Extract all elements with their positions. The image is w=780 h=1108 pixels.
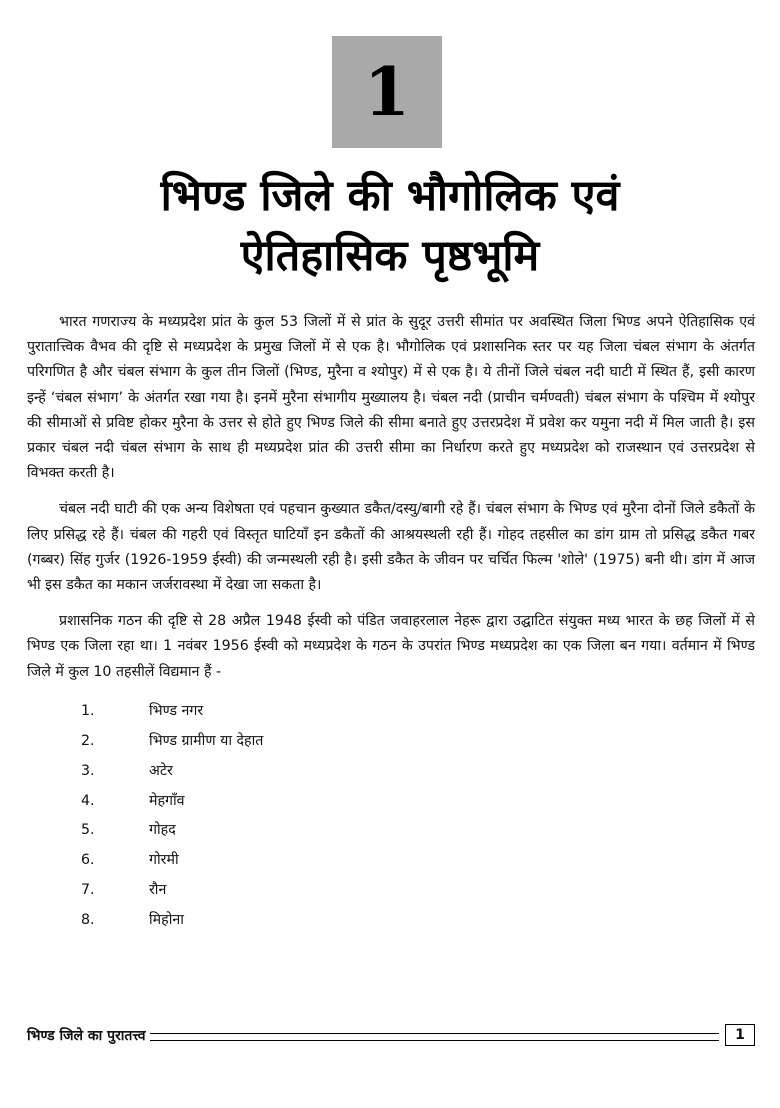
list-item-text: गोरमी bbox=[149, 852, 179, 869]
list-item-number: 8. bbox=[81, 912, 95, 929]
paragraph: प्रशासनिक गठन की दृष्टि से 28 अप्रैल 1948 ईस्वी को पंडित जवाहरलाल नेहरू द्वारा उद्घाटित संयुक्त मध्य भारत के छह जिलों में से भिण्ड एक जिला रहा था। 1 नवंबर 1956 ईस्वी को मध्यप्रदेश के गठन के उपरांत भिण्ड मध्यप्रदेश का एक जिला बन गया। वर्तमान में भिण्ड जिले में कुल 10 तहसीलें विद्यमान हैं - bbox=[27, 613, 755, 680]
chapter-body bbox=[27, 310, 755, 936]
list-item-text: मिहोना bbox=[149, 912, 184, 929]
list-item-text: मेहगाँव bbox=[149, 792, 185, 809]
list-item bbox=[27, 906, 755, 936]
list-item-text: रौन bbox=[149, 882, 167, 899]
list-item bbox=[27, 876, 755, 906]
paragraph: चंबल नदी घाटी की एक अन्य विशेषता एवं पहचान कुख्यात डकैत/दस्यु/बागी रहे हैं। चंबल संभाग के भिण्ड एवं मुरैना दोनों जिले डकैतों के लिए प्रसिद्ध रहे हैं। चंबल की गहरी एवं विस्तृत घाटियाँ इन डकैतों की आश्रयस्थली रही हैं। गोहद तहसील का डांग ग्राम तो प्रसिद्ध डकैत गबर (गब्बर) सिंह गुर्जर (1926-1959 ईस्वी) की जन्मस्थली रही है। इसी डकैत के जीवन पर चर्चित फिल्म 'शोले' (1975) बनी थी। डांग में आज भी इस डकैत का मकान जर्जरावस्था में देखा जा सकता है। bbox=[27, 501, 755, 594]
list-item bbox=[27, 727, 755, 757]
list-item bbox=[27, 846, 755, 876]
list-item-number: 3. bbox=[81, 762, 95, 779]
list-item-number: 4. bbox=[81, 792, 95, 809]
chapter-title bbox=[40, 166, 740, 286]
list-item-text: गोहद bbox=[149, 822, 176, 839]
footer-divider bbox=[150, 1033, 719, 1041]
list-item-text: भिण्ड नगर bbox=[149, 702, 204, 719]
list-item-number: 5. bbox=[81, 822, 95, 839]
chapter-title-line-1: भिण्ड जिले की भौगोलिक एवं bbox=[160, 171, 620, 221]
page-footer bbox=[27, 1022, 755, 1048]
list-item-number: 6. bbox=[81, 852, 95, 869]
list-item-text: भिण्ड ग्रामीण या देहात bbox=[149, 732, 264, 749]
list-item bbox=[27, 697, 755, 727]
list-item bbox=[27, 757, 755, 787]
paragraph: भारत गणराज्य के मध्यप्रदेश प्रांत के कुल 53 जिलों में से प्रांत के सुदूर उत्तरी सीमांत पर अवस्थित जिला भिण्ड अपने ऐतिहासिक एवं पुरातात्त्विक वैभव की दृष्टि से मध्यप्रदेश के प्रमुख जिलों में से एक है। भौगोलिक एवं प्रशासनिक स्तर पर यह जिला चंबल संभाग के अंतर्गत परिगणित है और चंबल संभाग के कुल तीन जिलों (भिण्ड, मुरैना व श्योपुर) में से एक है। ये तीनों जिले चंबल नदी घाटी में स्थित हैं, इसी कारण इन्हें ‘चंबल संभाग’ के अंतर्गत रखा गया है। इनमें मुरैना संभागीय मुख्यालय है। चंबल नदी (प्राचीन चर्मण्वती) चंबल संभाग के पश्चिम में श्योपुर की सीमाओं से प्रविष्ट होकर मुरैना के उत्तर से होते हुए भिण्ड जिले की सीमा बनाते हुए उत्तरप्रदेश में प्रवेश कर यमुना नदी में मिल जाती है। इस प्रकार चंबल नदी चंबल संभाग के साथ ही मध्यप्रदेश प्रांत की उत्तरी सीमा का निर्धारण करते हुए मध्यप्रदेश को राजस्थान एवं उत्तरप्रदेश से विभक्त करती है। bbox=[27, 314, 755, 482]
list-item bbox=[27, 787, 755, 817]
page-number: 1 bbox=[725, 1024, 755, 1046]
footer-book-title: भिण्ड जिले का पुरातत्त्व bbox=[27, 1027, 146, 1044]
chapter-number: 1 bbox=[364, 53, 410, 131]
chapter-number-box bbox=[332, 36, 442, 148]
list-item-number: 1. bbox=[81, 702, 95, 719]
tehsil-list bbox=[27, 697, 755, 936]
list-item-text: अटेर bbox=[149, 762, 173, 779]
list-item-number: 7. bbox=[81, 882, 95, 899]
chapter-title-line-2: ऐतिहासिक पृष्ठभूमि bbox=[240, 231, 540, 281]
list-item-number: 2. bbox=[81, 732, 95, 749]
list-item bbox=[27, 816, 755, 846]
